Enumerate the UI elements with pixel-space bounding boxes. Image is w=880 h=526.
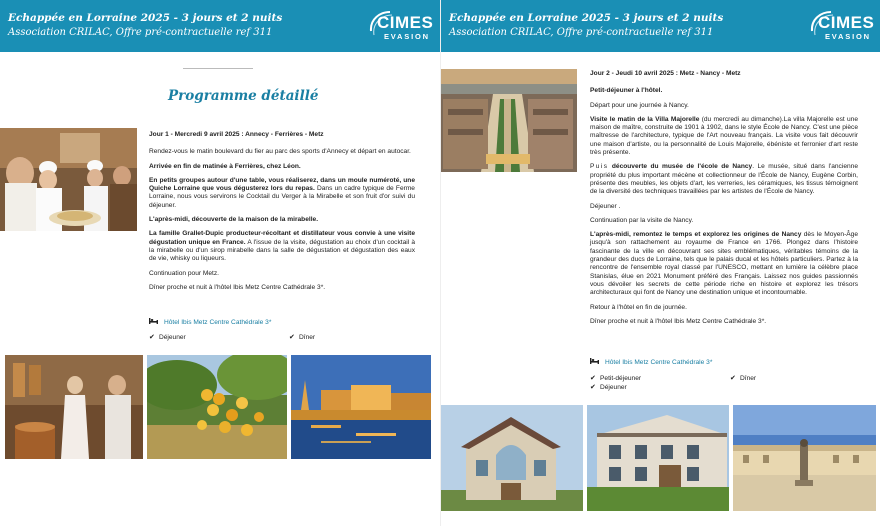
day2-p6: Continuation par la visite de Nancy. <box>590 216 694 224</box>
day1-p2: Arrivée en fin de matinée à Ferrières, chez Léon. <box>149 162 301 170</box>
day1-p1: Rendez-vous le matin boulevard du fier au parc des sports d'Annecy et départ en autocar. <box>149 148 411 156</box>
day1-p5: La famille Grallet-Dupic producteur-récoltant et distillateur vous convie à une visite dégustation unique en France. A l'issue de la visite, dégustation au choix d'un cocktail à la mirabelle ou d'un sirop mirabelle dans la salle de dégustation et dégustation des eaux de vie, whisky ou liqueurs. <box>149 230 415 263</box>
hotel-name: Hôtel Ibis Metz Centre Cathédrale 3* <box>164 318 272 326</box>
photo-quiche-workshop <box>0 128 137 231</box>
photo-metz-night <box>291 355 431 459</box>
cimes-evasion-logo <box>368 9 434 43</box>
photo-mirabelle-tree <box>147 355 287 459</box>
day2-p7: L'après-midi, remontez le temps et explorez les origines de Nancy dès le Moyen-Âge jusqu'à son rattachement au royaume de France en 1766. Plongez dans l'histoire fascinante de la ville en découvrant ses sites emblématiques, véritables témoins de la grandeur des ducs de Lorraine, tels que le palais ducal et les hôtels particuliers. Partez à la rencontre de l'ensemble royal classé par l'UNESCO, mettant en lumière la célèbre place Stanislas, élue en 2021 Monument préféré des Français. Laissez nos guides passionnés vous dévoiler les secrets de cette période riche en histoire et explorez les trésors architecturaux qui font de Nancy une destination unique et incontournable. <box>590 231 859 297</box>
meal-item: ✔ Déjeuner <box>149 334 186 341</box>
meal-item: ✔ Petit-déjeuner <box>590 375 642 382</box>
day1-heading: Jour 1 - Mercredi 9 avril 2025 : Annecy - Ferrières - Metz <box>149 131 324 138</box>
photo-nancy-aerial <box>440 69 577 172</box>
day1-p4: L'après-midi, découverte de la maison de la mirabelle. <box>149 216 319 224</box>
day1-p3: En petits groupes autour d'une table, vous réaliserez, dans un moule numéroté, une Quiche Lorraine que vous dégusterez lors du repas. Dans un cadre typique de Ferme Lorraine, nous vous servirons le Cocktail du Verger à la Mirabelle et son fruit d'or suivi du déjeuner. <box>149 176 415 209</box>
logo-subtext: EVASION <box>384 32 430 41</box>
logo-text: CIMES <box>818 13 875 32</box>
day2-heading: Jour 2 - Jeudi 10 avril 2025 : Metz - Nancy - Metz <box>590 70 741 77</box>
hotel-line <box>149 318 271 326</box>
day2-p2: Départ pour une journée à Nancy. <box>590 101 689 109</box>
check-icon: ✔ <box>730 375 736 382</box>
day1-p6: Continuation pour Metz. <box>149 269 220 277</box>
header-subtitle: Association CRILAC, Offre pré-contractuelle ref 311 <box>8 27 273 38</box>
photo-mirabelle-house <box>5 355 143 459</box>
meal-item: ✔ Dîner <box>289 334 316 341</box>
bed-icon <box>149 318 158 326</box>
check-icon: ✔ <box>590 384 596 391</box>
meal-item: ✔ Dîner <box>730 375 757 382</box>
check-icon: ✔ <box>590 375 596 382</box>
day1-p7: Dîner proche et nuit à l'hôtel Ibis Metz Centre Cathédrale 3*. <box>149 283 326 291</box>
header-banner <box>0 0 440 52</box>
check-icon: ✔ <box>149 334 155 341</box>
header-title: Echappée en Lorraine 2025 - 3 jours et 2 nuits <box>449 12 724 24</box>
day2-p8: Retour à l'hôtel en fin de journée. <box>590 303 687 311</box>
photo-ecole-de-nancy-museum <box>587 405 729 511</box>
day2-body <box>590 70 858 332</box>
photo-villa-majorelle <box>441 405 583 511</box>
check-icon: ✔ <box>289 334 295 341</box>
logo-text: CIMES <box>377 13 434 32</box>
divider <box>183 68 253 69</box>
day2-p1: Petit-déjeuner à l'hôtel. <box>590 87 663 95</box>
day2-p5: Déjeuner . <box>590 202 621 210</box>
header-title: Echappée en Lorraine 2025 - 3 jours et 2 nuits <box>8 12 283 24</box>
photo-place-stanislas <box>733 405 876 511</box>
day2-p9: Dîner proche et nuit à l'hôtel Ibis Metz Centre Cathédrale 3*. <box>590 317 767 325</box>
bed-icon <box>590 358 599 366</box>
section-title: Programme détaillé <box>168 88 319 104</box>
header-subtitle: Association CRILAC, Offre pré-contractuelle ref 311 <box>449 27 714 38</box>
day2-p4: Puis découverte du musée de l'école de Nancy. Le musée, situé dans l'ancienne propriété du plus important mécène et collectionneur de l'École de Nancy, Eugène Corbin, présente des meubles, les objets d'art, les verreries, les céramiques, les tissus témoignent de la diversité des techniques travaillées par les artistes de l'École de Nancy. <box>590 163 858 196</box>
meal-item: ✔ Déjeuner <box>590 384 627 391</box>
day1-body <box>149 131 415 298</box>
header-banner <box>441 0 880 52</box>
logo-subtext: EVASION <box>825 32 871 41</box>
hotel-line <box>590 358 712 366</box>
day2-p3: Visite le matin de la Villa Majorelle (du mercredi au dimanche).La villa Majorelle est une maison de maître, construite de 1901 à 1902, dans le style École de Nancy. C'est une pièce maîtresse de l'architecture, typique de l'Art nouveau français. La visite vous fait découvrir une maison d'artiste, ou la personnalité de Louis Majorelle, ébéniste et ferronier d'art reste très présente. <box>590 115 858 157</box>
hotel-name: Hôtel Ibis Metz Centre Cathédrale 3* <box>605 358 713 366</box>
page-right <box>440 0 880 526</box>
cimes-evasion-logo <box>809 9 875 43</box>
